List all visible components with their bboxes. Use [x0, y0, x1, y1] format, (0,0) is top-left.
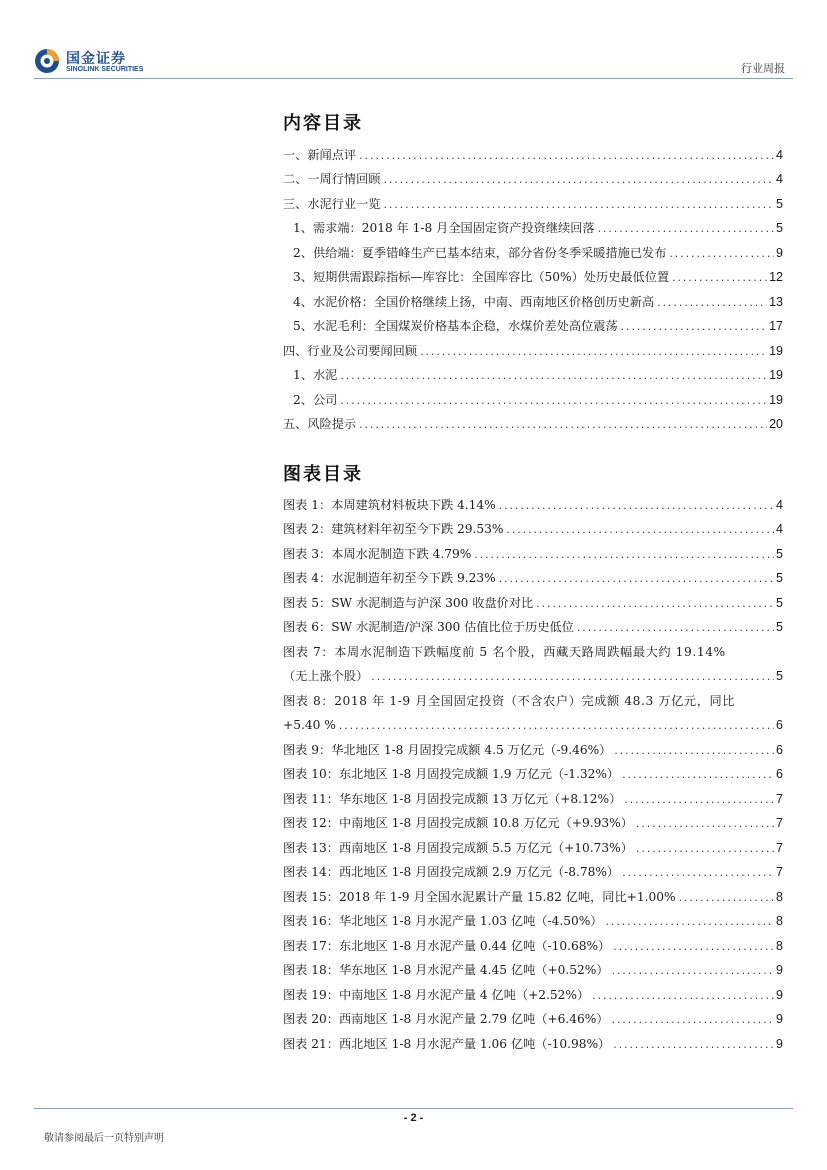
lof-title: 图表目录	[283, 464, 363, 485]
lof-entry[interactable]: 图表 13：西南地区 1-8 月固投完成额 5.5 万亿元（+10.73%） ..... 7	[283, 831, 783, 856]
footer-divider	[34, 1108, 793, 1109]
toc-entry[interactable]: 五、风险提示 ..... 20	[283, 408, 783, 433]
toc-entry[interactable]: 四、行业及公司要闻回顾 ..... 19	[283, 334, 783, 359]
toc-entry[interactable]: 3、短期供需跟踪指标—库容比：全国库容比（50%）处历史最低位置 ..... 12	[283, 261, 783, 286]
lof-entry[interactable]: 图表 18：华东地区 1-8 月水泥产量 4.45 亿吨（+0.52%） ..... 9	[283, 954, 783, 979]
toc-entry[interactable]: 4、水泥价格：全国价格继续上扬，中南、西南地区价格创历史新高 ..... 13	[283, 285, 783, 310]
lof-entry[interactable]: 图表 16：华北地区 1-8 月水泥产量 1.03 亿吨（-4.50%） ..... 8	[283, 905, 783, 930]
table-of-contents	[283, 138, 783, 432]
lof-entry[interactable]: 图表 17：东北地区 1-8 月水泥产量 0.44 亿吨（-10.68%） ..... 8	[283, 929, 783, 954]
disclaimer-text: 敬请参阅最后一页特别声明	[44, 1133, 164, 1144]
toc-entry[interactable]: 2、供给端：夏季错峰生产已基本结束，部分省份冬季采暖措施已发布 ..... 9	[283, 236, 783, 261]
toc-entry[interactable]: 三、水泥行业一览 ..... 5	[283, 187, 783, 212]
lof-entry[interactable]: 图表 19：中南地区 1-8 月水泥产量 4 亿吨（+2.52%） ..... 9	[283, 978, 783, 1003]
lof-entry[interactable]: 图表 11：华东地区 1-8 月固投完成额 13 万亿元（+8.12%） ..... 7	[283, 782, 783, 807]
company-logo	[34, 48, 154, 76]
page-number: - 2 -	[403, 1112, 424, 1124]
logo-en-text: SINOLINK SECURITIES	[66, 66, 144, 73]
lof-entry[interactable]: 图表 6：SW 水泥制造/沪深 300 估值比位于历史低位 ..... 5	[283, 611, 783, 636]
lof-entry-line1[interactable]: 图表 7：本周水泥制造下跌幅度前 5 名个股，西藏天路周跌幅最大约 19.14%	[283, 644, 726, 659]
toc-entry[interactable]: 1、需求端：2018 年 1-8 月全国固定资产投资继续回落 ..... 5	[283, 212, 783, 237]
list-of-figures	[283, 488, 783, 1052]
lof-entry[interactable]: 图表 3：本周水泥制造下跌 4.79% ..... 5	[283, 537, 783, 562]
lof-entry-line1[interactable]: 图表 8：2018 年 1-9 月全国固定投资（不含农户）完成额 48.3 万亿元，同比	[283, 693, 736, 708]
toc-entry[interactable]: 5、水泥毛利：全国煤炭价格基本企稳，水煤价差处高位震荡 ..... 17	[283, 310, 783, 335]
toc-entry[interactable]: 二、一周行情回顾 ..... 4	[283, 163, 783, 188]
lof-entry[interactable]: 图表 20：西南地区 1-8 月水泥产量 2.79 亿吨（+6.46%） ..... 9	[283, 1003, 783, 1028]
lof-entry[interactable]: 图表 10：东北地区 1-8 月固投完成额 1.9 万亿元（-1.32%） ..... 6	[283, 758, 783, 783]
toc-entry[interactable]: 2、公司 ..... 19	[283, 383, 783, 408]
lof-entry[interactable]: 图表 4：水泥制造年初至今下跌 9.23% ..... 5	[283, 562, 783, 587]
lof-entry[interactable]: 图表 5：SW 水泥制造与沪深 300 收盘价对比 ..... 5	[283, 586, 783, 611]
lof-entry[interactable]: 图表 1：本周建筑材料板块下跌 4.14% ..... 4	[283, 488, 783, 513]
lof-entry[interactable]: 图表 12：中南地区 1-8 月固投完成额 10.8 万亿元（+9.93%） ..... 7	[283, 807, 783, 832]
lof-entry[interactable]: 图表 2：建筑材料年初至今下跌 29.53% ..... 4	[283, 513, 783, 538]
lof-entry[interactable]: 图表 15：2018 年 1-9 月全国水泥累计产量 15.82 亿吨，同比+1.00% ..... 8	[283, 880, 783, 905]
toc-entry[interactable]: 一、新闻点评 ..... 4	[283, 138, 783, 163]
lof-entry-line2[interactable]: （无上涨个股） ..... 5	[283, 660, 783, 685]
lof-entry[interactable]: 图表 14：西北地区 1-8 月固投完成额 2.9 万亿元（-8.78%） ..... 7	[283, 856, 783, 881]
lof-entry[interactable]: 图表 21：西北地区 1-8 月水泥产量 1.06 亿吨（-10.98%） ..... 9	[283, 1027, 783, 1052]
lof-entry[interactable]: 图表 9：华北地区 1-8 月固投完成额 4.5 万亿元（-9.46%） ..... 6	[283, 733, 783, 758]
sinolink-logo-icon	[34, 48, 60, 74]
lof-entry-line2[interactable]: +5.40 % ..... 6	[283, 709, 783, 734]
header-divider	[34, 78, 793, 79]
toc-entry[interactable]: 1、水泥 ..... 19	[283, 359, 783, 384]
toc-title: 内容目录	[283, 113, 363, 134]
logo-cn-text: 国金证券	[66, 51, 126, 67]
document-type: 行业周报	[741, 62, 785, 75]
